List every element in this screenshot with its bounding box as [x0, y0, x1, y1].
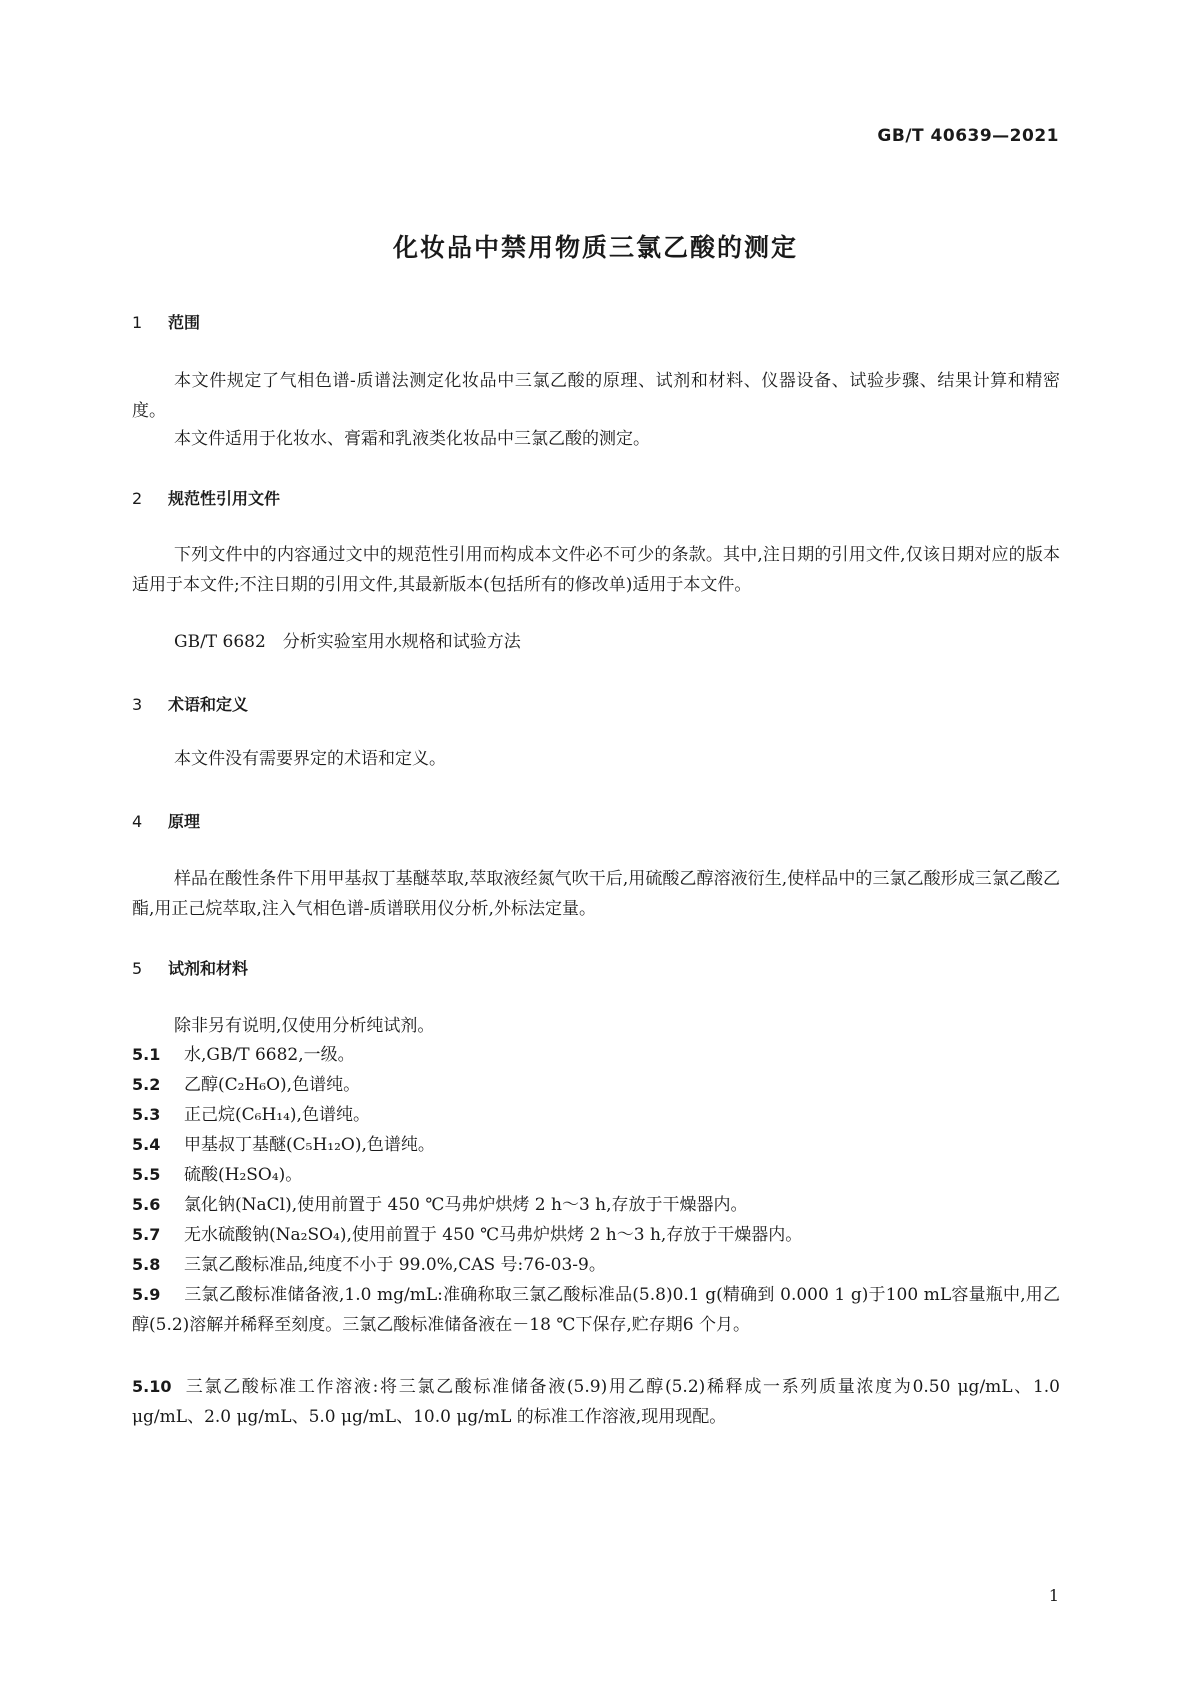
document-title: 化妆品中禁用物质三氯乙酸的测定: [392, 233, 798, 262]
item-text: 三氯乙酸标准品,纯度不小于 99.0%,CAS 号:76-03-9。: [184, 1255, 606, 1275]
item-number: 5.1: [132, 1045, 161, 1064]
item-text: 硫酸(H₂SO₄)。: [184, 1165, 303, 1185]
section-2-heading: [132, 486, 280, 509]
item-text: 甲基叔丁基醚(C₅H₁₂O),色谱纯。: [184, 1135, 435, 1155]
section-5-heading: [132, 956, 248, 979]
section-1-paragraph-1: 本文件规定了气相色谱-质谱法测定化妆品中三氯乙酸的原理、试剂和材料、仪器设备、试验步骤、结果计算和精密度。: [132, 371, 1060, 421]
section-1-paragraph-2: 本文件适用于化妆水、膏霜和乳液类化妆品中三氯乙酸的测定。: [174, 429, 650, 449]
section-1-number: 1: [132, 313, 143, 332]
list-item: [132, 1280, 1060, 1340]
list-item: [132, 1070, 360, 1100]
item-text: 无水硫酸钠(Na₂SO₄),使用前置于 450 ℃马弗炉烘烤 2 h～3 h,存放于干燥器内。: [184, 1225, 803, 1245]
section-4-paragraph-1: 样品在酸性条件下用甲基叔丁基醚萃取,萃取液经氮气吹干后,用硫酸乙醇溶液衍生,使样品中的三氯乙酸形成三氯乙酸乙酯,用正己烷萃取,注入气相色谱-质谱联用仪分析,外标法定量。: [132, 869, 1060, 919]
section-4-title: 原理: [168, 812, 201, 831]
item-number: 5.7: [132, 1225, 161, 1244]
section-3-paragraph-1: 本文件没有需要界定的术语和定义。: [174, 749, 446, 769]
list-item: [132, 1190, 748, 1220]
section-2-paragraph-1: 下列文件中的内容通过文中的规范性引用而构成本文件必不可少的条款。其中,注日期的引用文件,仅该日期对应的版本适用于本文件;不注日期的引用文件,其最新版本(包括所有的修改单)适用于本文件。: [132, 545, 1060, 595]
item-text: 水,GB/T 6682,一级。: [184, 1045, 355, 1065]
item-text: 三氯乙酸标准储备液,1.0 mg/mL:准确称取三氯乙酸标准品(5.8)0.1 g(精确到 0.000 1 g)于100 mL容量瓶中,用乙醇(5.2)溶解并稀释至刻度。三氯乙酸标准储备液在－18 ℃下保存,贮存期6 个月。: [132, 1285, 1060, 1335]
page-number: 1: [1048, 1586, 1059, 1605]
item-number: 5.2: [132, 1075, 161, 1094]
item-number: 5.6: [132, 1195, 161, 1214]
section-5-number: 5: [132, 959, 143, 978]
list-item: [132, 1160, 302, 1190]
section-4-number: 4: [132, 812, 143, 831]
list-item: [132, 1250, 606, 1280]
item-number: 5.10: [132, 1377, 172, 1396]
section-1-title: 范围: [168, 313, 201, 332]
normative-reference: GB/T 6682 分析实验室用水规格和试验方法: [174, 632, 521, 652]
item-text: 正己烷(C₆H₁₄),色谱纯。: [184, 1105, 370, 1125]
item-text: 乙醇(C₂H₆O),色谱纯。: [184, 1075, 361, 1095]
section-1-heading: [132, 310, 200, 333]
item-number: 5.5: [132, 1165, 161, 1184]
item-number: 5.8: [132, 1255, 161, 1274]
section-3-number: 3: [132, 695, 143, 714]
item-text: 三氯乙酸标准工作溶液:将三氯乙酸标准储备液(5.9)用乙醇(5.2)稀释成一系列质量浓度为0.50 μg/mL、1.0 μg/mL、2.0 μg/mL、5.0 μg/mL、10.0 μg/mL 的标准工作溶液,现用现配。: [132, 1377, 1060, 1427]
list-item: [132, 1040, 355, 1070]
section-5-intro: 除非另有说明,仅使用分析纯试剂。: [174, 1016, 435, 1036]
section-3-heading: [132, 692, 248, 715]
item-number: 5.3: [132, 1105, 161, 1124]
section-4-heading: [132, 809, 200, 832]
list-item: [132, 1130, 435, 1160]
list-item: [132, 1220, 802, 1250]
section-3-title: 术语和定义: [168, 695, 249, 714]
list-item: [132, 1372, 1060, 1432]
standard-code: GB/T 40639—2021: [877, 126, 1059, 146]
item-text: 氯化钠(NaCl),使用前置于 450 ℃马弗炉烘烤 2 h～3 h,存放于干燥器内。: [184, 1195, 748, 1215]
section-2-title: 规范性引用文件: [168, 489, 281, 508]
item-number: 5.9: [132, 1285, 161, 1304]
list-item: [132, 1100, 370, 1130]
item-number: 5.4: [132, 1135, 161, 1154]
section-5-title: 试剂和材料: [168, 959, 249, 978]
section-2-number: 2: [132, 489, 143, 508]
